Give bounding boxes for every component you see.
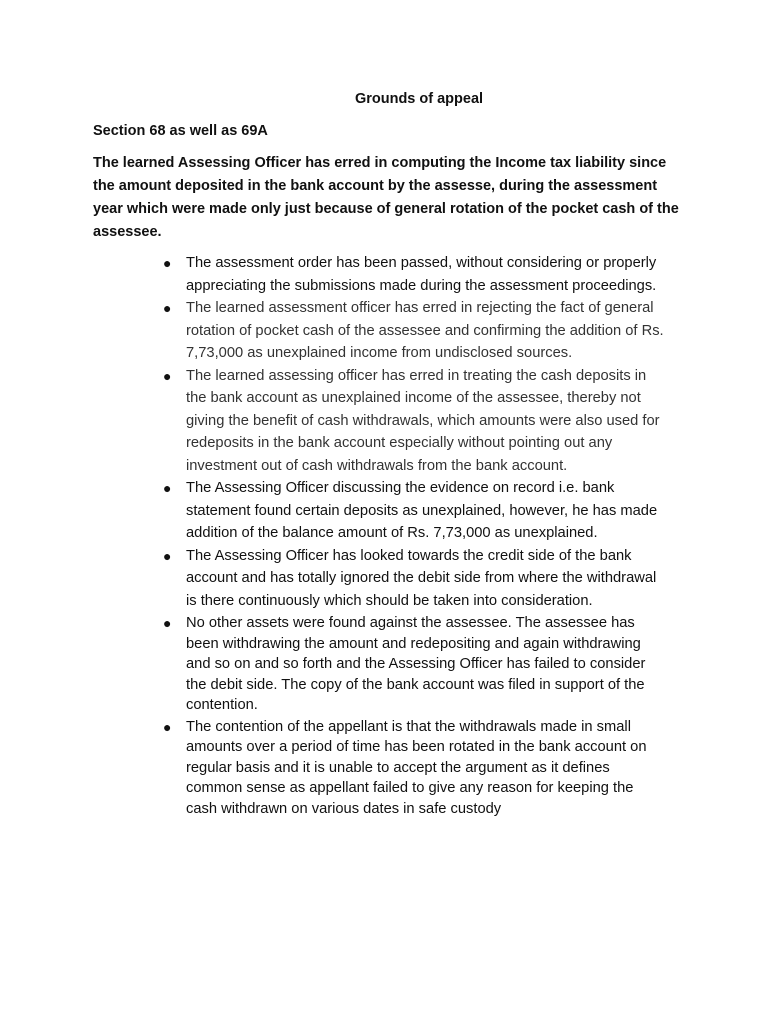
list-item bbox=[160, 252, 665, 297]
bullet-icon: ● bbox=[163, 615, 172, 631]
bullet-icon: ● bbox=[163, 300, 172, 316]
bullet-icon: ● bbox=[163, 718, 172, 735]
list-item-text: The learned assessing officer has erred in treating the cash deposits in the bank account as unexplained income of the assessee, thereby not giving the benefit of cash withdrawals, which amounts were also used for redeposits in the bank account especially without pointing out any investment out of cash withdrawals from the bank account. bbox=[186, 367, 660, 474]
bullet-icon: ● bbox=[163, 367, 172, 384]
grounds-list bbox=[160, 252, 665, 819]
bullet-icon: ● bbox=[163, 255, 172, 271]
list-item bbox=[160, 545, 665, 613]
list-item bbox=[160, 717, 665, 820]
lead-paragraph: The learned Assessing Officer has erred in computing the Income tax liability since the amount deposited in the bank account by the assesse, during the assessment year which were made only just because of general rotation of the pocket cash of the assessee. bbox=[93, 155, 679, 240]
list-item bbox=[160, 297, 665, 365]
list-item bbox=[160, 613, 665, 716]
list-item-text: The learned assessment officer has erred in rejecting the fact of general rotation of pocket cash of the assessee and confirming the addition of Rs. 7,73,000 as unexplained income from undisclosed sources. bbox=[186, 300, 664, 361]
document-title: Grounds of appeal bbox=[354, 91, 484, 107]
section-heading: Section 68 as well as 69A bbox=[93, 123, 268, 139]
list-item-text: No other assets were found against the assessee. The assessee has been withdrawing the amount and redepositing and again withdrawing and so on and so forth and the Assessing Officer has failed to consider the debit side. The copy of the bank account was filed in support of the contention. bbox=[186, 615, 646, 713]
list-item-text: The Assessing Officer has looked towards the credit side of the bank account and has totally ignored the debit side from where the withdrawal is there continuously which should be taken into consideration. bbox=[186, 547, 657, 609]
list-item bbox=[160, 477, 665, 545]
bullet-icon: ● bbox=[163, 547, 172, 564]
list-item-text: The contention of the appellant is that the withdrawals made in small amounts over a period of time has been rotated in the bank account on regular basis and it is unable to accept the argument as it defines common sense as appellant failed to give any reason for keeping the cash withdrawn on various dates in safe custody bbox=[186, 718, 647, 817]
list-item bbox=[160, 365, 665, 478]
list-item-text: The assessment order has been passed, without considering or properly appreciating the submissions made during the assessment proceedings. bbox=[186, 255, 657, 294]
list-item-text: The Assessing Officer discussing the evidence on record i.e. bank statement found certain deposits as unexplained, however, he has made addition of the balance amount of Rs. 7,73,000 as unexplained. bbox=[186, 480, 658, 541]
bullet-icon: ● bbox=[163, 480, 172, 496]
